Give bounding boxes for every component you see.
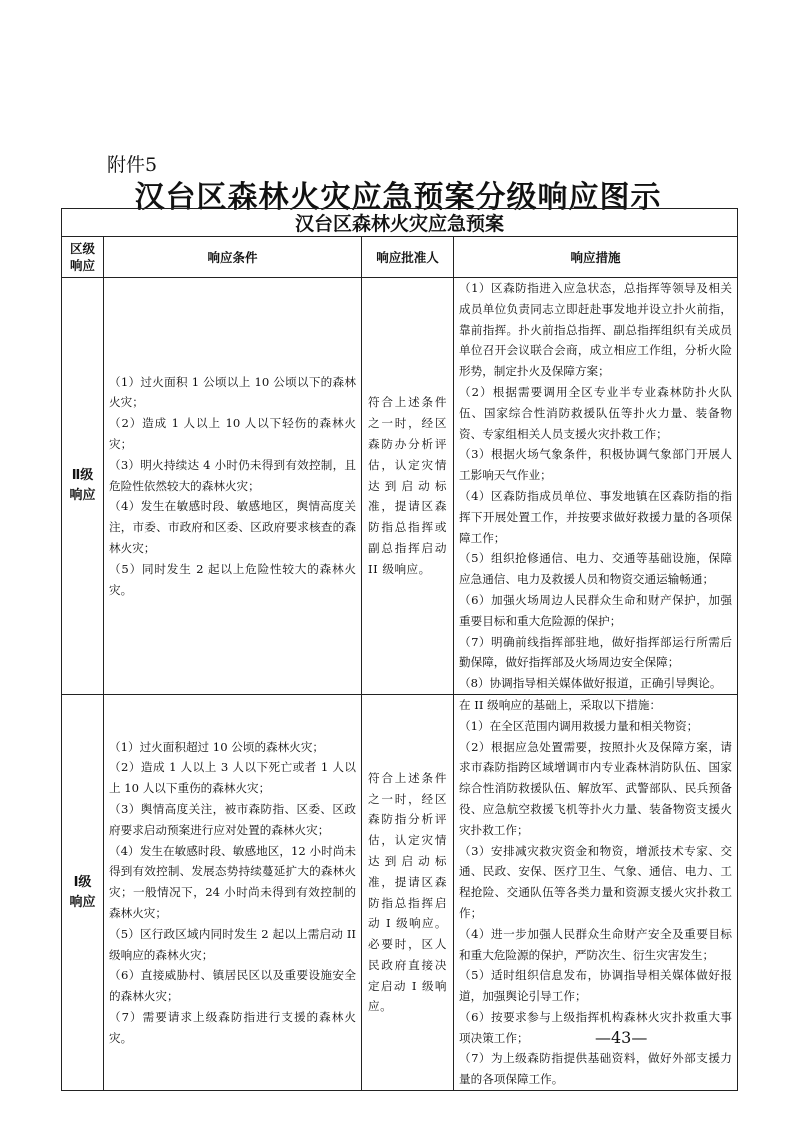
measure-item: （7）为上级森防指提供基础资料，做好外部支援力量的各项保障工作。 — [459, 1051, 733, 1087]
approver-cell: 符合上述条件之一时，经区森防指分析评估，认定灾情达到启动标准，提请区森防指总指挥启动 I 级响应。必要时，区人民政府直接决定启动 I 级响应。 — [362, 694, 454, 1090]
header-conditions: 响应条件 — [104, 237, 362, 278]
header-level — [62, 237, 104, 278]
level-cell — [62, 694, 104, 1090]
measure-item: （2）根据需要调用全区专业半专业森林防扑火队伍、国家综合性消防救援队伍等扑火力量、装备物资、专家组相关人员支援火灾扑救工作； — [459, 384, 733, 441]
attachment-label: 附件5 — [107, 154, 158, 176]
table-header-row — [62, 237, 738, 278]
condition-item: （5）区行政区域内同时发生 2 起以上需启动 II 级响应的森林火灾； — [109, 926, 356, 962]
condition-item: （7）需要请求上级森防指进行支援的森林火灾。 — [109, 1009, 356, 1045]
measures-cell — [454, 278, 738, 695]
condition-item: （1）过火面积 1 公顷以上 10 公顷以下的森林火灾； — [109, 374, 356, 410]
page-title: 汉台区森林火灾应急预案分级响应图示 — [134, 180, 662, 215]
level-label: Ⅰ级 — [73, 874, 92, 890]
condition-item: （4）发生在敏感时段、敏感地区，12 小时尚未得到有效控制、发展态势持续蔓延扩大的森林火灾；一般情况下，24 小时尚未得到有效控制的森林火灾； — [109, 843, 356, 920]
condition-item: （5）同时发生 2 起以上危险性较大的森林火灾。 — [109, 561, 356, 597]
measure-item: （1）区森防指进入应急状态，总指挥等领导及相关成员单位负责同志立即赶赴事发地并设立扑火前指，靠前指挥。扑火前指总指挥、副总指挥组织有关成员单位召开会议联合会商，成立相应工作组，分析火险形势，制定扑火及保障方案； — [459, 281, 733, 379]
measure-item: （7）明确前线指挥部驻地，做好指挥部运行所需后勤保障，做好指挥部及火场周边安全保障； — [459, 634, 733, 670]
measure-item: （6）按要求参与上级指挥机构森林火灾扑救重大事项决策工作； — [459, 1009, 733, 1045]
measure-item: （4）进一步加强人民群众生命财产安全及重要目标和重大危险源的保护，严防次生、衍生灾害发生； — [459, 926, 733, 962]
measure-item: （3）安排减灾救灾资金和物资，增派技术专家、交通、民政、安保、医疗卫生、气象、通信、电力、工程抢险、交通队伍等各类力量和资源支援火灾扑救工作； — [459, 843, 733, 920]
table-banner: 汉台区森林火灾应急预案 — [62, 209, 738, 237]
measure-item: （4）区森防指成员单位、事发地镇在区森防指的指挥下开展处置工作，并按要求做好救援力量的各项保障工作； — [459, 488, 733, 545]
condition-item: （2）造成 1 人以上 3 人以下死亡或者 1 人以上 10 人以下重伤的森林火灾； — [109, 760, 356, 796]
conditions-cell — [104, 278, 362, 695]
measure-item: （5）组织抢修通信、电力、交通等基础设施，保障应急通信、电力及救援人员和物资交通运输畅通； — [459, 551, 733, 587]
level-label: Ⅱ级 — [71, 467, 94, 483]
measure-item: （6）加强火场周边人民群众生命和财产保护，加强重要目标和重大危险源的保护； — [459, 592, 733, 628]
measure-item: （1）在全区范围内调用救援力量和相关物资； — [459, 718, 699, 733]
page-number: —43— — [595, 1028, 648, 1047]
header-level-line1: 区级 — [69, 241, 95, 256]
level-label-suffix: 响应 — [69, 487, 96, 503]
condition-item: （3）明火持续达 4 小时仍未得到有效控制，且危险性依然较大的森林火灾； — [109, 457, 356, 493]
measure-item: （3）根据火场气象条件，积极协调气象部门开展人工影响天气作业； — [459, 447, 733, 483]
header-approver: 响应批准人 — [362, 237, 454, 278]
condition-item: （2）造成 1 人以上 10 人以下轻伤的森林火灾； — [109, 416, 356, 451]
measure-item: 在 II 级响应的基础上，采取以下措施： — [459, 697, 662, 712]
header-level-line2: 响应 — [69, 258, 95, 273]
condition-item: （1）过火面积超过 10 公顷的森林火灾； — [109, 739, 325, 754]
condition-item: （6）直接威胁村、镇居民区以及重要设施安全的森林火灾； — [109, 968, 356, 1004]
condition-item: （3）舆情高度关注，被市森防指、区委、区政府要求启动预案进行应对处置的森林火灾； — [109, 801, 356, 837]
measure-item: （5）适时组织信息发布，协调指导相关媒体做好报道，加强舆论引导工作； — [459, 968, 733, 1004]
condition-item: （4）发生在敏感时段、敏感地区，舆情高度关注，市委、市政府和区委、区政府要求核查的森林火灾； — [109, 499, 356, 555]
measure-item: （2）根据应急处置需要，按照扑火及保障方案，请求市森防指跨区域增调市内专业森林消防队伍、国家综合性消防救援队伍、解放军、武警部队、民兵预备役、应急航空救援飞机等扑火力量、装备物资支援火灾扑救工作； — [459, 739, 733, 837]
level-label-suffix: 响应 — [69, 894, 96, 910]
response-table — [61, 208, 738, 1091]
conditions-cell — [104, 694, 362, 1090]
measure-item: （8）协调指导相关媒体做好报道，正确引导舆论。 — [459, 676, 722, 691]
header-measures: 响应措施 — [454, 237, 738, 278]
approver-cell: 符合上述条件之一时，经区森防办分析评估，认定灾情达到启动标准，提请区森防指总指挥或副总指挥启动 II 级响应。 — [362, 278, 454, 695]
table-row-level-2 — [62, 278, 738, 695]
level-cell — [62, 278, 104, 695]
